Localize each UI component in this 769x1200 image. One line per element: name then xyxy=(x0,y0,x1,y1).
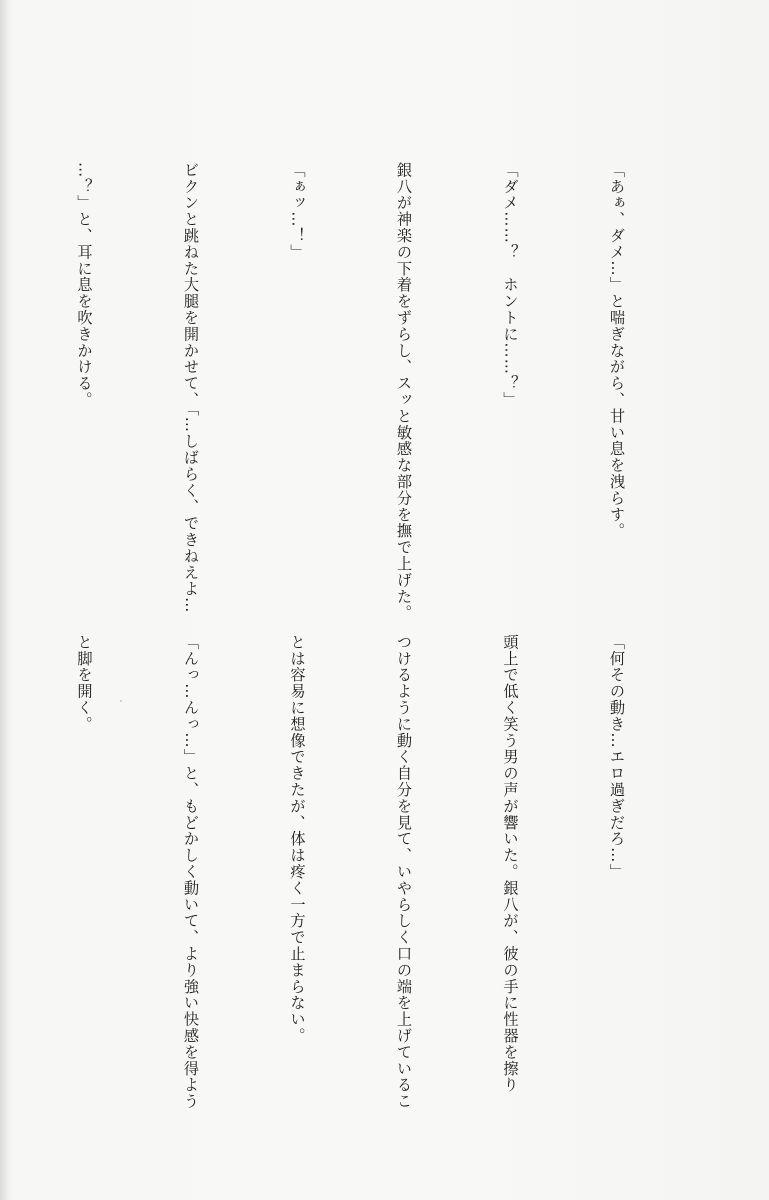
text-line: 銀八が神楽の下着をずらし、スッと敏感な部分を撫で上げた。 xyxy=(395,162,413,622)
text-line: ビクンと跳ねた大腿を開かせて、「…しばらく、できねえよ… xyxy=(182,162,200,614)
text-line: 「何その動き…エロ過ぎだろ…」 xyxy=(608,634,626,880)
top-text-block xyxy=(0,162,705,622)
text-line: …？」と、耳に息を吹きかける。 xyxy=(75,162,94,408)
text-line: 「んっ…んっ…」と、もどかしく動いて、より強い快感を得よう xyxy=(182,634,200,1110)
text-line: とは容易に想像できたが、体は疼く一方で止まらない。 xyxy=(288,634,307,1044)
text-line: 「ダメ……？ ホントに……？」 xyxy=(501,162,520,408)
text-line: つけるように動く自分を見て、いやらしく口の端を上げているこ xyxy=(395,634,413,1110)
text-line: と脚を開く。 xyxy=(75,634,94,733)
text-line: 「あぁ、ダメ…」と喘ぎながら、甘い息を洩らす。 xyxy=(608,162,626,540)
text-line: 頭上で低く笑う男の声が響いた。銀八が、彼の手に性器を擦り xyxy=(501,634,520,1094)
bottom-text-block xyxy=(0,634,705,1110)
paper-speck xyxy=(120,700,122,702)
text-line: 「ぁッ…！」 xyxy=(288,162,307,261)
